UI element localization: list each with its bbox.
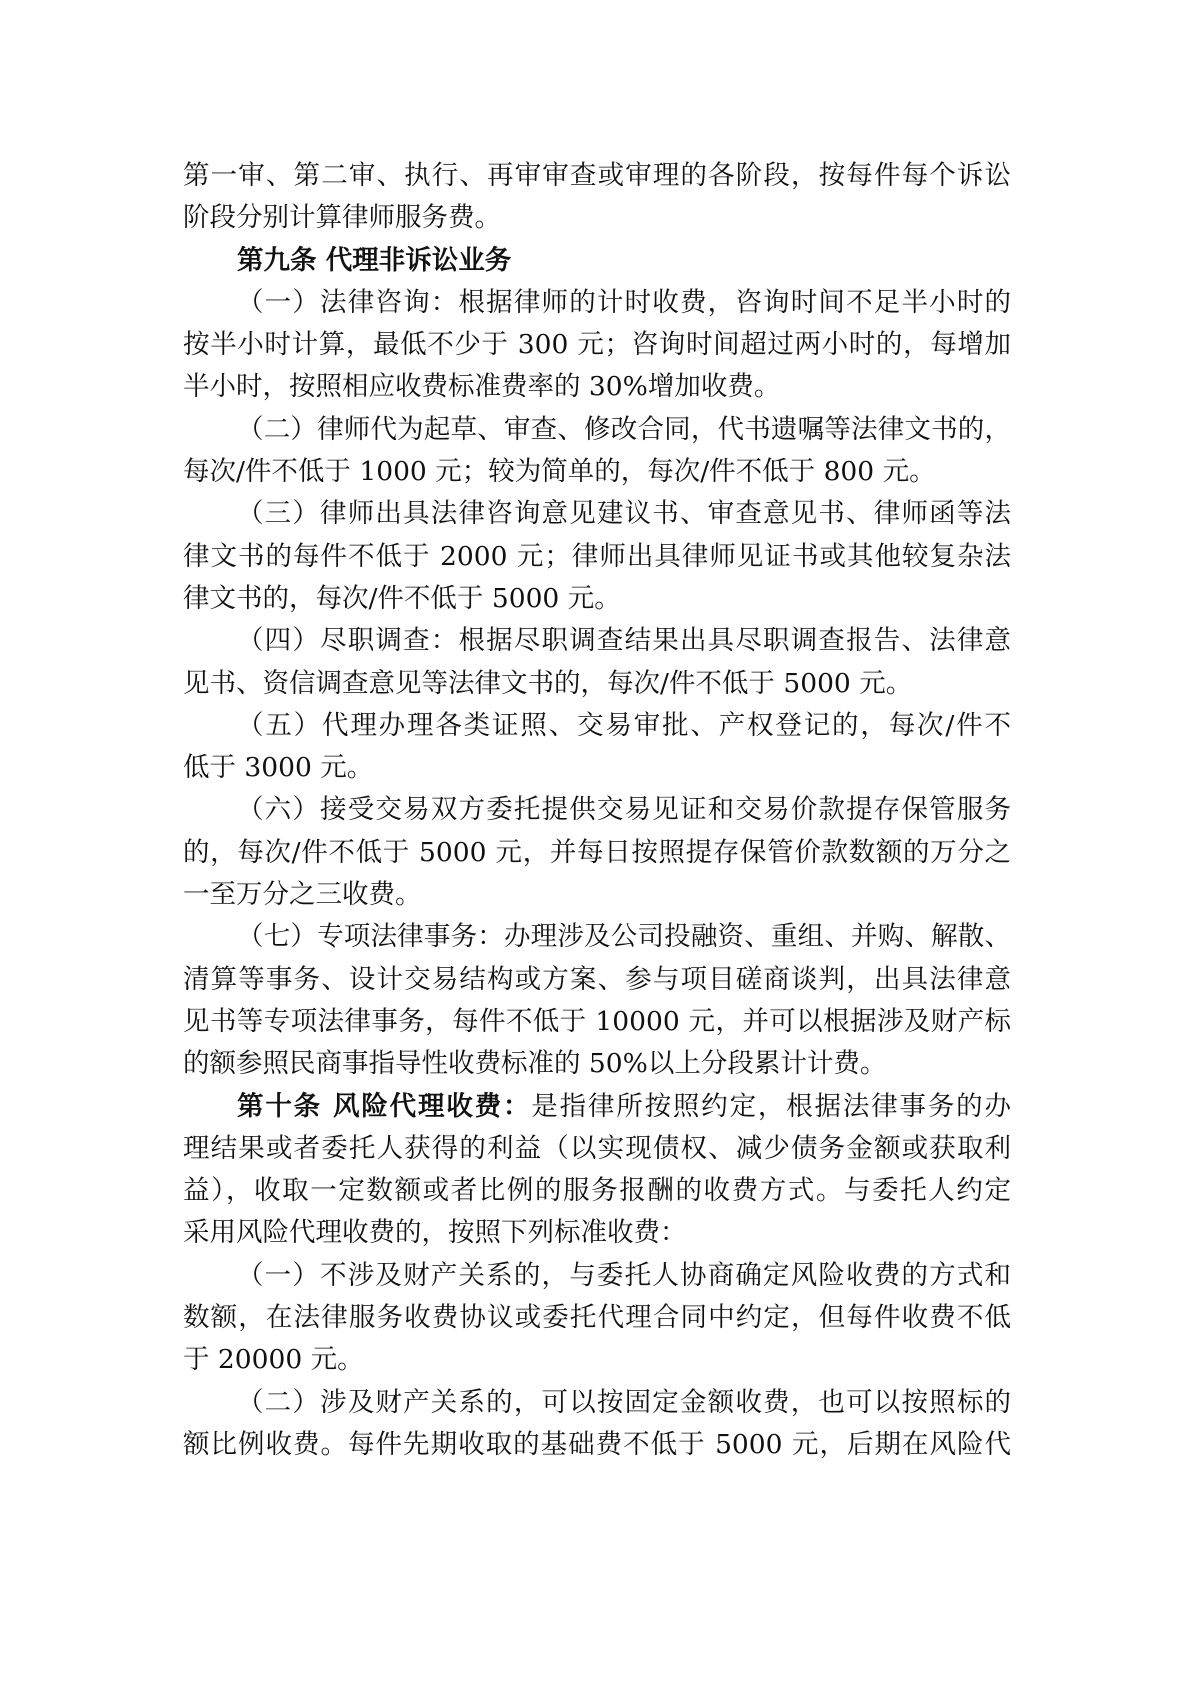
article-9-item-2-line: 每次/件不低于 1000 元；较为简单的，每次/件不低于 800 元。 [183,456,936,488]
paragraph-line: 阶段分别计算律师服务费。 [183,202,501,234]
article-9-item-6-line: 一至万分之三收费。 [183,879,422,911]
article-9-item-5-line: 低于 3000 元。 [183,752,374,784]
article-9-item-5-line: （五）代理办理各类证照、交易审批、产权登记的，每次/件不 [237,709,1011,741]
article-10-item-1-line: 数额，在法律服务收费协议或委托代理合同中约定，但每件收费不低 [183,1302,1011,1334]
article-9-item-1-line: 按半小时计算，最低不少于 300 元；咨询时间超过两小时的，每增加 [183,329,1011,361]
article-9-item-3-line: （三）律师出具法律咨询意见建议书、审查意见书、律师函等法 [237,498,1011,530]
article-9-item-6-line: 的，每次/件不低于 5000 元，并每日按照提存保管价款数额的万分之 [183,836,1011,868]
article-10-item-1-line: （一）不涉及财产关系的，与委托人协商确定风险收费的方式和 [237,1259,1011,1291]
article-10-item-2-line: （二）涉及财产关系的，可以按固定金额收费，也可以按照标的 [237,1386,1011,1418]
article-9-item-7-line: 的额参照民商事指导性收费标准的 50%以上分段累计计费。 [183,1048,887,1080]
article-9-item-3-line: 律文书的每件不低于 2000 元；律师出具律师见证书或其他较复杂法 [183,540,1011,572]
article-9-item-4-line: 见书、资信调查意见等法律文书的，每次/件不低于 5000 元。 [183,667,913,699]
article-9-item-7-line: 清算等事务、设计交易结构或方案、参与项目磋商谈判，出具法律意 [183,963,1011,995]
article-10-line: 采用风险代理收费的，按照下列标准收费： [183,1217,687,1249]
article-10-item-1-line: 于 20000 元。 [183,1344,364,1376]
article-9-item-7-line: 见书等专项法律事务，每件不低于 10000 元，并可以根据涉及财产标 [183,1005,1011,1037]
article-10-line: 理结果或者委托人获得的利益（以实现债权、减少债务金额或获取利 [183,1132,1011,1164]
paragraph-line: 第一审、第二审、执行、再审审查或审理的各阶段，按每件每个诉讼 [183,160,1011,191]
article-10-heading: 第十条 风险代理收费： [237,1090,532,1122]
document-body [183,155,1011,1466]
article-9-item-6-line: （六）接受交易双方委托提供交易见证和交易价款提存保管服务 [237,794,1011,826]
article-10-text: 是指律所按照约定，根据法律事务的办 [531,1090,1011,1122]
article-9-item-1-line: 半小时，按照相应收费标准费率的 30%增加收费。 [183,371,781,403]
article-10-item-2-line: 额比例收费。每件先期收取的基础费不低于 5000 元，后期在风险代 [183,1428,1011,1460]
article-9-item-1-line: （一）法律咨询：根据律师的计时收费，咨询时间不足半小时的 [237,286,1011,318]
article-9-item-7-line: （七）专项法律事务：办理涉及公司投融资、重组、并购、解散、 [237,921,1011,953]
article-9-item-3-line: 律文书的，每次/件不低于 5000 元。 [183,582,621,614]
article-9-heading: 第九条 代理非诉讼业务 [237,244,512,276]
article-10-line: 益），收取一定数额或者比例的服务报酬的收费方式。与委托人约定 [183,1175,1011,1207]
article-9-item-4-line: （四）尽职调查：根据尽职调查结果出具尽职调查报告、法律意 [237,625,1011,657]
article-10-line [183,1086,1011,1128]
article-9-item-2-line: （二）律师代为起草、审查、修改合同，代书遗嘱等法律文书的， [237,413,1011,445]
